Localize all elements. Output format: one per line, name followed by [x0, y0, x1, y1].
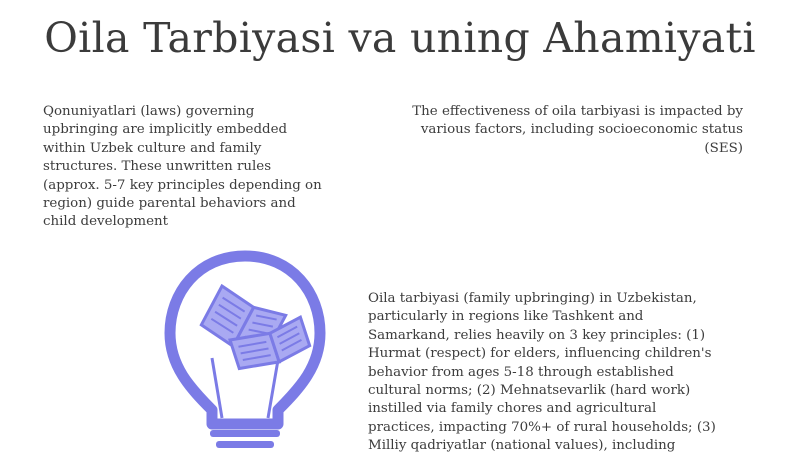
slide-title: Oila Tarbiyasi va uning Ahamiyati — [44, 14, 756, 62]
effectiveness-text-block: The effectiveness of oila tarbiyasi is impacted by various factors, including socioeconomic status (SES) — [412, 104, 743, 156]
lightbulb-book-icon — [160, 248, 330, 449]
principles-text-block: Oila tarbiyasi (family upbringing) in Uzbekistan, particularly in regions like Tashkent and Samarkand, relies heavily on 3 key principles: (1) Hurmat (respect) for elders, influencing children's behavior from ages 5-18 through established cultural norms; (2) Mehnatsevarlik (hard work) instilled via family chores and agricultural practices, impacting 70%+ of rural households; (3) Milliy qadriyatlar (national values), including — [368, 291, 716, 454]
laws-text-block: Qonuniyatlari (laws) governing upbringing are implicitly embedded within Uzbek culture and family structures. These unwritten rules (approx. 5-7 key principles depending on region) guide parental behaviors and child development — [43, 104, 322, 230]
